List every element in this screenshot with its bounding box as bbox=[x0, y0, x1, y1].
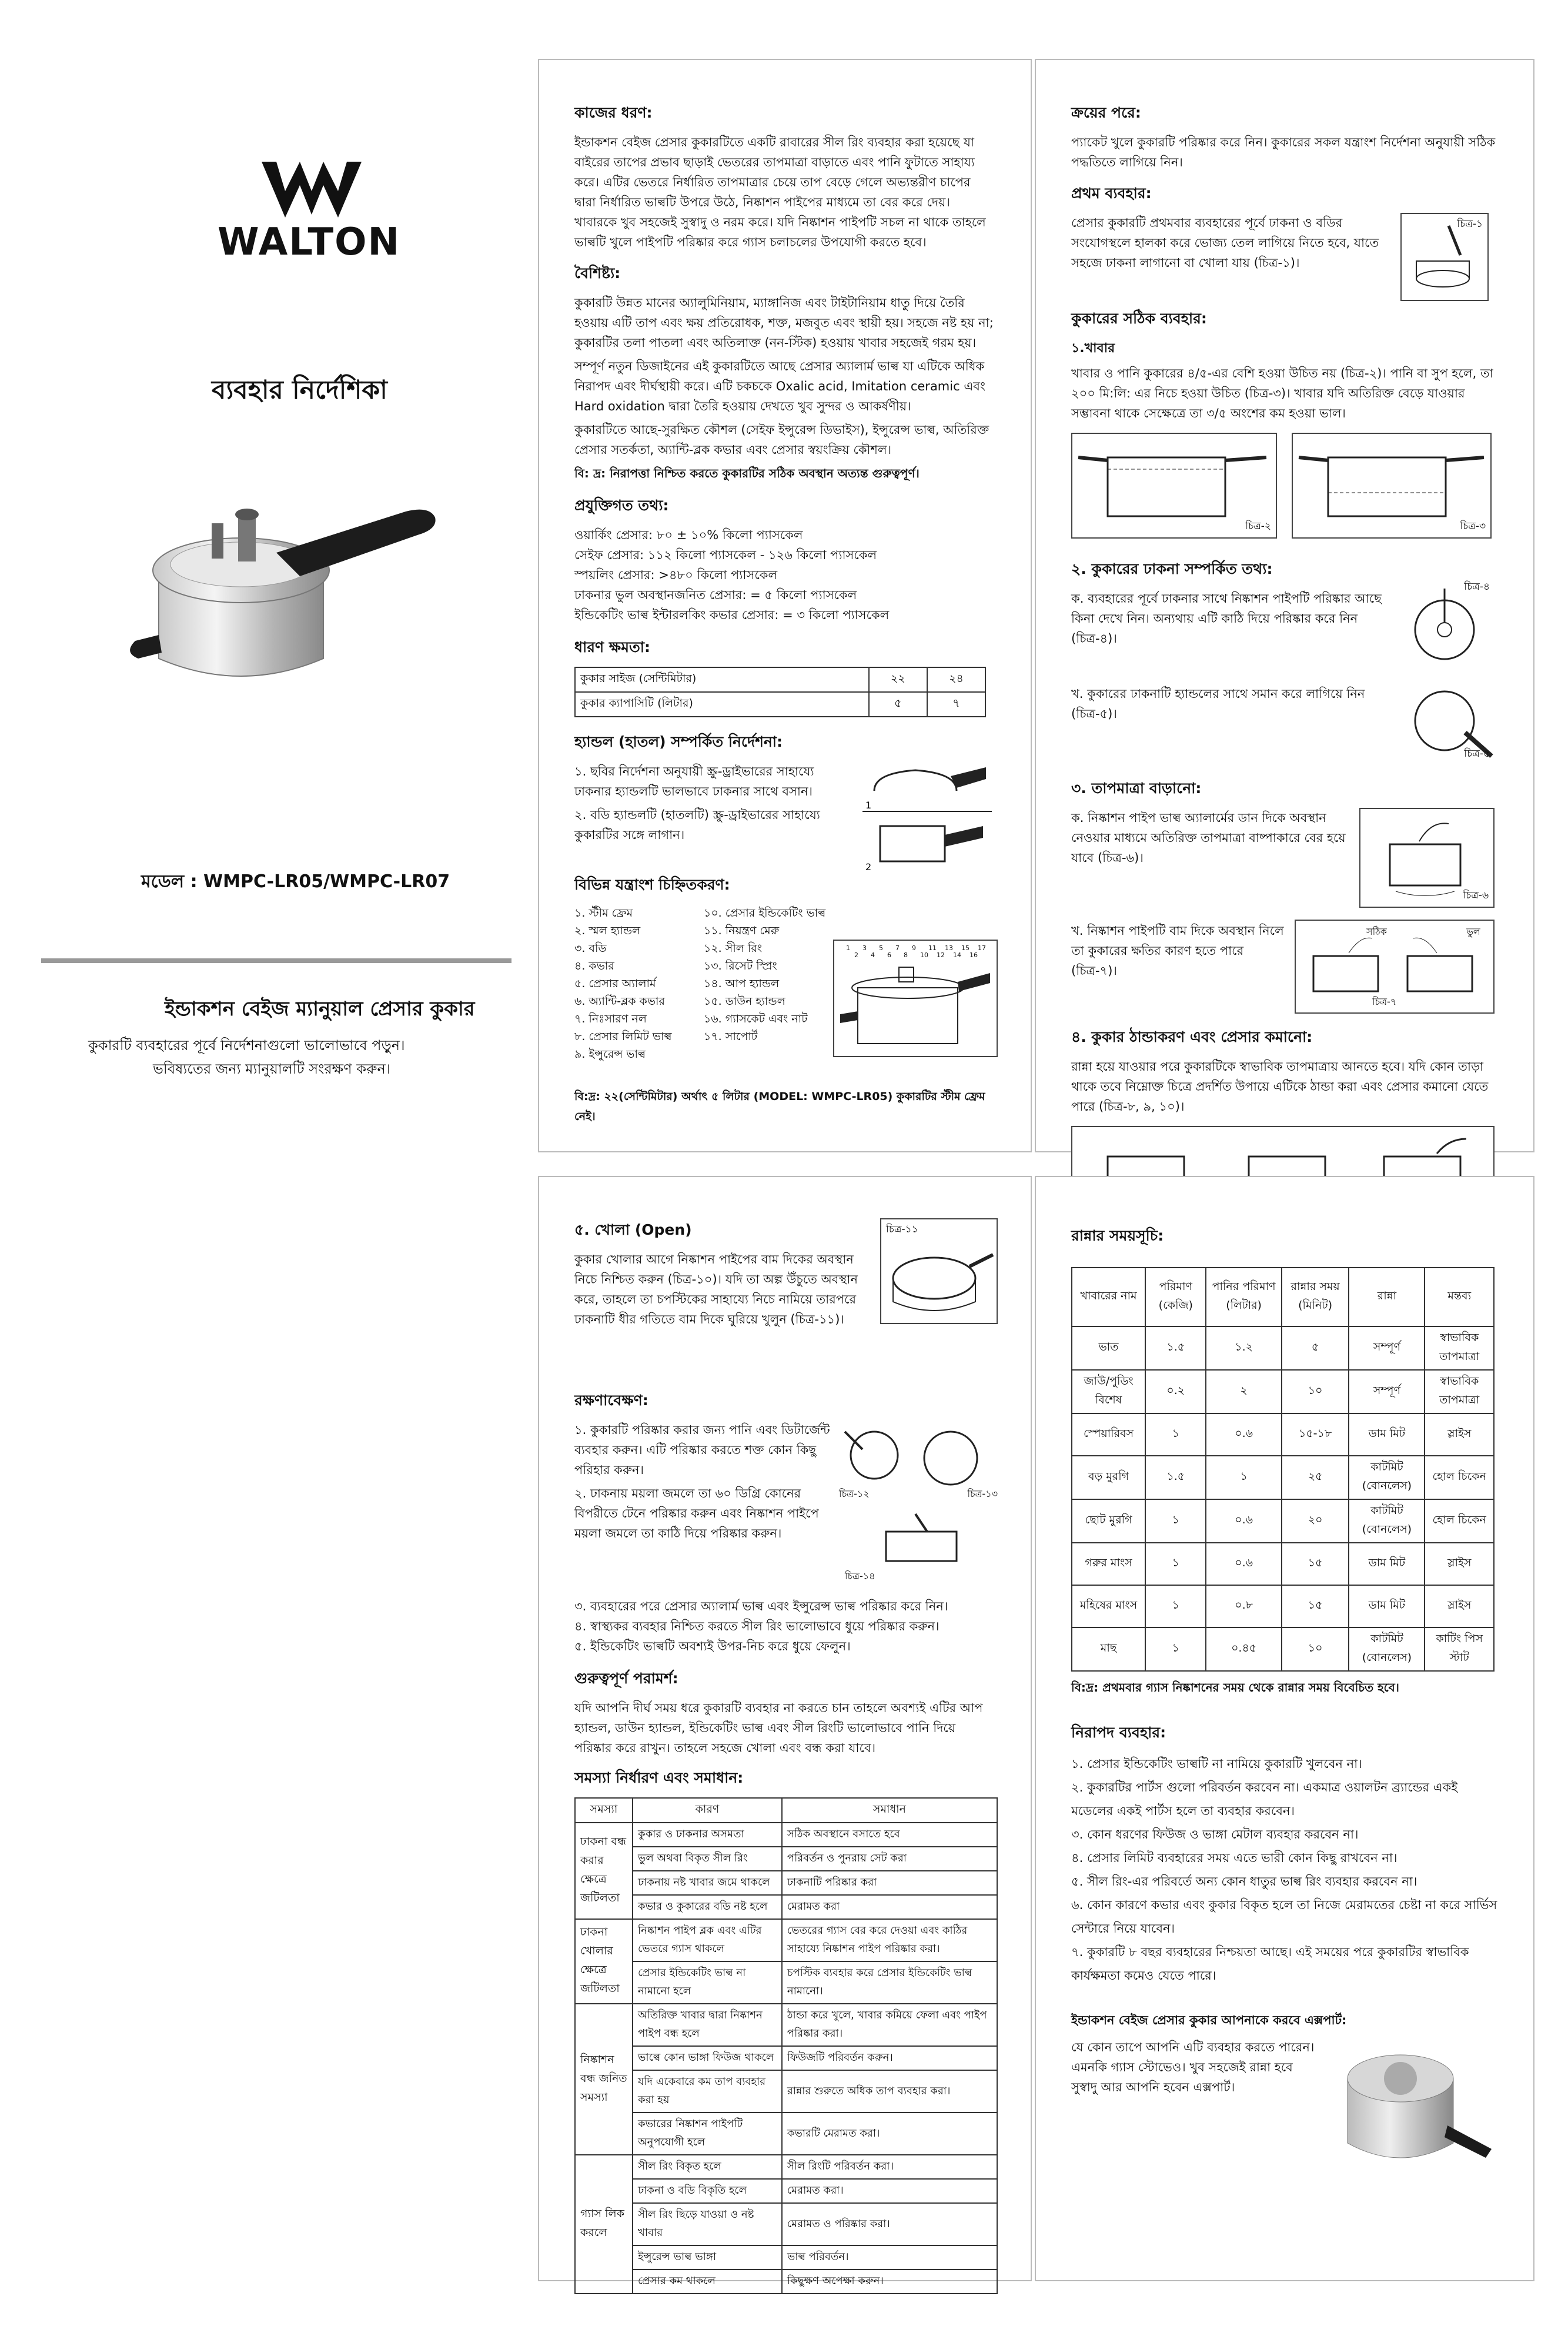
maintenance-item-2: ২. ঢাকনায় ময়লা জমলে তা ৬০ ডিগ্রি কোনের বিপরীতে টেনে পরিষ্কার করুন এবং নিষ্কাশন পাইপে ময়লা জমলে তা কাঠি দিয়ে পরিষ্কার করুন। bbox=[574, 1486, 819, 1540]
after-purchase-text: প্যাকেট খুলে কুকারটি পরিষ্কার করে নিন। কুকারের সকল যন্ত্রাংশ নির্দেশনা অনুযায়ী সঠিক পদ্ধতিতে লাগিয়ে নিন। bbox=[1071, 135, 1496, 169]
after-purchase-heading: ক্রয়ের পরে: bbox=[1071, 104, 1141, 121]
table-cell: ঢাকনায় নষ্ট খাবার জমে থাকলে bbox=[633, 1871, 782, 1895]
table-cell: মেরামত করা। bbox=[782, 2179, 997, 2203]
list-item: ১৩. রিসেট স্প্রিং bbox=[704, 960, 777, 972]
figure-label: চিত্র-৭ bbox=[1372, 996, 1397, 1007]
table-cell: ১ bbox=[1145, 1543, 1206, 1585]
table-row bbox=[575, 2113, 997, 2155]
important-text: যদি আপনি দীর্ঘ সময় ধরে কুকারটি ব্যবহার না করতে চান তাহলে অবশ্যই এটির আপ হ্যান্ডল, ডাউন হ্যান্ডল, ইন্ডিকেটিং ভাল্ব এবং সীল রিংটি ভালোভাবে পানি দিয়ে পরিষ্কার করে রাখুন। তাহলে সহজে খোলা এবং বন্ধ করা যাবে। bbox=[574, 1701, 983, 1755]
table-cell: ১.৫ bbox=[1145, 1456, 1206, 1499]
table-header: মন্তব্য bbox=[1425, 1268, 1494, 1326]
list-item: ২. স্মল হ্যান্ডল bbox=[574, 924, 641, 937]
maintenance-item-5: ৫. ইন্ডিকেটিং ভাল্বটি অবশ্যই উপর-নিচ করে ধুয়ে ফেলুন। bbox=[574, 1639, 851, 1653]
table-cell: গরুর মাংস bbox=[1072, 1543, 1145, 1585]
table-cell: ডাম মিট bbox=[1349, 1585, 1425, 1627]
cooking-time-heading: রান্নার সময়সূচি: bbox=[1071, 1227, 1164, 1244]
wrong-label: ভুল bbox=[1466, 926, 1480, 937]
table-row bbox=[575, 2179, 997, 2203]
table-cell: ১ bbox=[1145, 1627, 1206, 1671]
table-row bbox=[1072, 1456, 1494, 1499]
table-row bbox=[1072, 1543, 1494, 1585]
important-heading: গুরুত্বপূর্ণ পরামর্শ: bbox=[574, 1670, 678, 1687]
table-cell: মেরামত করা bbox=[782, 1895, 997, 1919]
table-row bbox=[1072, 1370, 1494, 1413]
table-cell: ১ bbox=[1206, 1456, 1281, 1499]
diagram-number: 10 bbox=[920, 951, 928, 959]
figure-7 bbox=[1295, 920, 1495, 1014]
tech-line: ইন্ডিকেটিং ভাল্ব ইন্টারলকিং কভার প্রেসার: = ৩ কিলো প্যাসকেল bbox=[574, 608, 890, 622]
table-row bbox=[575, 2070, 997, 2113]
table-cell: ডাম মিট bbox=[1349, 1413, 1425, 1456]
table-cell: জাউ/পুডিং বিশেষ bbox=[1072, 1370, 1145, 1413]
diagram-number: 9 bbox=[912, 944, 916, 952]
table-cell: মাছ bbox=[1072, 1627, 1145, 1671]
figure-3 bbox=[1292, 433, 1492, 539]
table-header: সমস্যা bbox=[575, 1798, 633, 1823]
table-cell: ০.৬ bbox=[1206, 1413, 1281, 1456]
table-cell: ছোট মুরগি bbox=[1072, 1499, 1145, 1543]
diagram-number: 15 bbox=[961, 944, 969, 952]
diagram-number: 3 bbox=[862, 944, 867, 952]
table-cell: ২ bbox=[1206, 1370, 1281, 1413]
table-cell: ১০ bbox=[1282, 1627, 1349, 1671]
table-row bbox=[575, 1823, 997, 1847]
table-cell: ভাল্বে কোন ভাঙ্গা ফিউজ থাকলে bbox=[633, 2046, 782, 2070]
table-header: কারণ bbox=[633, 1798, 782, 1823]
table-cell: সঠিক অবস্থানে বসাতে হবে bbox=[782, 1823, 997, 1847]
diagram-number: 8 bbox=[904, 951, 908, 959]
table-cell: চপস্টিক ব্যবহার করে প্রেসার ইন্ডিকেটিং ভাল্ব নামানো। bbox=[782, 1961, 997, 2004]
table-cell: সম্পূর্ণ bbox=[1349, 1370, 1425, 1413]
table-row bbox=[1072, 1326, 1494, 1370]
table-cell: স্বাভাবিক তাপমাত্রা bbox=[1425, 1326, 1494, 1370]
list-item: ৪. প্রেসার লিমিট ব্যবহারের সময় এতে ভারী কোন কিছু রাখবেন না। bbox=[1071, 1851, 1398, 1865]
temp-a-text: ক. নিষ্কাশন পাইপ ভাল্ব অ্যালার্মের ডান দিকে অবস্থান নেওয়ার মাধ্যমে অতিরিক্ত তাপমাত্রা বাষ্পাকারে বের হয়ে যাবে (চিত্র-৬)। bbox=[1071, 811, 1346, 865]
table-cell: হোল চিকেন bbox=[1425, 1456, 1494, 1499]
figure-label: চিত্র-২ bbox=[1245, 520, 1271, 532]
table-cell: ১ bbox=[1145, 1585, 1206, 1627]
list-item: ১৪. আপ হ্যান্ডল bbox=[704, 977, 780, 990]
table-cell: অতিরিক্ত খাবার দ্বারা নিষ্কাশন পাইপ বন্ধ হলে bbox=[633, 2004, 782, 2046]
figure-label: চিত্র-১ bbox=[1457, 218, 1483, 230]
table-cell: ০.৬ bbox=[1206, 1499, 1281, 1543]
food-heading: ১.খাবার bbox=[1071, 341, 1115, 356]
temp-heading: ৩. তাপমাত্রা বাড়ানো: bbox=[1071, 780, 1202, 797]
figure-label: চিত্র-৪ bbox=[1464, 581, 1490, 593]
table-cell: স্লাইস bbox=[1425, 1585, 1494, 1627]
figure-11 bbox=[880, 1218, 998, 1324]
lid-heading: ২. কুকারের ঢাকনা সম্পর্কিত তথ্য: bbox=[1071, 560, 1273, 577]
table-row bbox=[1072, 1268, 1494, 1326]
cooking-time-table bbox=[1071, 1267, 1495, 1672]
handle-diagram bbox=[862, 756, 992, 873]
list-item: ৬. অ্যান্টি-ব্লক কভার bbox=[574, 995, 665, 1008]
table-cell: কিছুক্ষণ অপেক্ষা করুন। bbox=[782, 2270, 997, 2294]
table-cell: কভারের নিষ্কাশন পাইপটি অনুপযোগী হলে bbox=[633, 2113, 782, 2155]
panel-top-right bbox=[1035, 59, 1534, 1152]
table-cell: ১০ bbox=[1282, 1370, 1349, 1413]
tech-line: ওয়ার্কিং প্রেসার: ৮০ ± ১০% কিলো প্যাসকেল bbox=[574, 528, 803, 542]
diagram-number: 2 bbox=[854, 951, 858, 959]
expert-heading: ইন্ডাকশন বেইজ প্রেসার কুকার আপনাকে করবে এক্সপার্ট: bbox=[1071, 2013, 1347, 2027]
table-cell: কাটমিট (বোনলেস) bbox=[1349, 1456, 1425, 1499]
table-cell: ৫ bbox=[869, 692, 927, 717]
manual-title: ব্যবহার নির্দেশিকা bbox=[212, 375, 387, 405]
table-header: সমাধান bbox=[782, 1798, 997, 1823]
table-row bbox=[575, 1961, 997, 2004]
parts-heading: বিভিন্ন যন্ত্রাংশ চিহ্নিতকরণ: bbox=[574, 876, 730, 893]
table-cell: সম্পূর্ণ bbox=[1349, 1326, 1425, 1370]
cooking-time-note: বি:দ্র: প্রথমবার গ্যাস নিষ্কাশনের সময় থেকে রান্নার সময় বিবেচিত হবে। bbox=[1071, 1680, 1399, 1694]
panel-bottom-middle bbox=[538, 1176, 1032, 2287]
table-cell: স্বাভাবিক তাপমাত্রা bbox=[1425, 1370, 1494, 1413]
table-row bbox=[575, 2245, 997, 2270]
diagram-number: 6 bbox=[887, 951, 891, 959]
cool-text: রান্না হয়ে যাওয়ার পরে কুকারটিকে স্বাভাবিক তাপমাত্রায় আনতে হবে। যদি কোন তাড়া থাকে তবে নিম্নোক্ত চিত্রে প্রদর্শিত উপায়ে এটিকে ঠান্ডা করা এবং প্রেসার কমানো যেতে পারে (চিত্র-৮, ৯, ১০)। bbox=[1071, 1059, 1489, 1114]
table-cell: মেরামত ও পরিষ্কার করা। bbox=[782, 2203, 997, 2245]
diagram-number: 7 bbox=[895, 944, 900, 952]
table-cell: ০.২ bbox=[1145, 1370, 1206, 1413]
maintenance-heading: রক্ষণাবেক্ষণ: bbox=[574, 1392, 648, 1409]
open-text: কুকার খোলার আগে নিষ্কাশন পাইপের বাম দিকের অবস্থান নিচে নিশ্চিত করুন (চিত্র-১০)। যদি তা অল্প উঁচুতে অবস্থান করে, তাহলে তা চপস্টিকের সাহায্যে নিচে নামিয়ে তারপরে ঢাকনাটি ধীর গতিতে বাম দিকে ঘুরিয়ে খুলুন (চিত্র-১১)। bbox=[574, 1252, 858, 1326]
figure-5 bbox=[1406, 677, 1495, 765]
table-cell: সীল রিং ছিড়ে যাওয়া ও নষ্ট খাবার bbox=[633, 2203, 782, 2245]
working-text: ইন্ডাকশন বেইজ প্রেসার কুকারটিতে একটি রাবারের সীল রিং ব্যবহার করা হয়েছে যা বাইরের তাপের প্রভাব ছাড়াই ভেতরের তাপমাত্রা বাড়াতে এবং পানি ফুটাতে সাহায্য করে। এটির ভেতরে নির্ধারিত তাপমাত্রার চেয়ে তাপ বেড়ে গেলে অভ্যন্তরীণ চাপের দ্বারা নির্ধারিত ভাল্বটি উপরে উঠে, নিষ্কাশন পাইপের মাধ্যমে তা বের করে দেয়। খাবারকে খুব সহজেই সুস্বাদু ও নরম করে। যদি নিষ্কাশন পাইপটি সচল না থাকে তাহলে ভাল্বটি খুলে পাইপটি পরিষ্কার করে গ্যাস চলাচলের উপযোগী করতে হবে। bbox=[574, 135, 986, 249]
figure-6 bbox=[1359, 808, 1495, 908]
table-header: রান্না bbox=[1349, 1268, 1425, 1326]
list-item: ১১. নিয়ন্ত্রণ মেরু bbox=[704, 924, 780, 937]
figure-label: চিত্র-১১ bbox=[886, 1224, 918, 1235]
list-item: ১. স্টীম ফ্রেম bbox=[574, 907, 633, 920]
list-item: ২. কুকারটির পার্টস গুলো পরিবর্তন করবেন না। একমাত্র ওয়ালটন ব্র্যান্ডের একই মডেলের একই পার্টস হলে তা ব্যবহার করবেন। bbox=[1071, 1780, 1458, 1818]
instruction-line-2: ভবিষ্যতের জন্য ম্যানুয়ালটি সংরক্ষণ করুন। bbox=[153, 1061, 391, 1077]
table-row bbox=[575, 1919, 997, 1961]
table-cell: নিষ্কাশন পাইপ ব্লক এবং এটির ভেতরে গ্যাস থাকলে bbox=[633, 1919, 782, 1961]
table-row bbox=[575, 1798, 997, 1823]
troubleshoot-heading: সমস্যা নির্ধারণ এবং সমাধান: bbox=[574, 1769, 744, 1786]
table-cell: ঢাকনা খোলার ক্ষেত্রে জটিলতা bbox=[575, 1919, 633, 2004]
table-cell: কুকার সাইজ (সেন্টিমিটার) bbox=[575, 667, 869, 692]
table-cell: ১৫ bbox=[1282, 1543, 1349, 1585]
diagram-number: 14 bbox=[953, 951, 961, 959]
parts-diagram bbox=[833, 940, 998, 1057]
table-row bbox=[1072, 1585, 1494, 1627]
temp-b-text: খ. নিষ্কাশন পাইপটি বাম দিকে অবস্থান নিলে তা কুকারের ক্ষতির কারণ হতে পারে (চিত্র-৭)। bbox=[1071, 924, 1284, 978]
figure-label: চিত্র-১৩ bbox=[967, 1488, 998, 1499]
handle-figure-label-1: 1 bbox=[865, 800, 872, 811]
table-cell: ডাম মিট bbox=[1349, 1543, 1425, 1585]
instruction-line-1: কুকারটি ব্যবহারের পূর্বে নির্দেশনাগুলো ভালোভাবে পড়ুন। bbox=[88, 1037, 405, 1054]
figure-2 bbox=[1071, 433, 1277, 539]
list-item: ১৭. সাপোর্ট bbox=[704, 1030, 758, 1043]
diagram-number: 5 bbox=[879, 944, 883, 952]
table-cell: সীল রিংটি পরিবর্তন করা। bbox=[782, 2155, 997, 2179]
working-heading: কাজের ধরণ: bbox=[574, 104, 653, 121]
table-row bbox=[575, 2004, 997, 2046]
figure-14 bbox=[845, 1508, 974, 1585]
table-cell: পরিবর্তন ও পুনরায় সেট করা bbox=[782, 1847, 997, 1871]
maintenance-item-1: ১. কুকারটি পরিষ্কার করার জন্য পানি এবং ডিটার্জেন্ট ব্যবহার করুন। এটি পরিষ্কার করতে শক্ত কোন কিছু পরিহার করুন। bbox=[574, 1423, 830, 1477]
table-cell: স্লাইস bbox=[1425, 1413, 1494, 1456]
table-cell: গ্যাস লিক করলে bbox=[575, 2155, 633, 2294]
table-row bbox=[1072, 1627, 1494, 1671]
table-cell: প্রেসার ইন্ডিকেটিং ভাল্ব না নামানো হলে bbox=[633, 1961, 782, 2004]
table-cell: ঠান্ডা করে খুলে, খাবার কমিয়ে ফেলা এবং পাইপ পরিষ্কার করা। bbox=[782, 2004, 997, 2046]
diagram-number: 11 bbox=[928, 944, 937, 952]
diagram-number: 13 bbox=[945, 944, 953, 952]
table-cell: কাটিং পিস স্টাট bbox=[1425, 1627, 1494, 1671]
diagram-number: 4 bbox=[871, 951, 875, 959]
table-cell: ঢাকনা ও বডি বিকৃতি হলে bbox=[633, 2179, 782, 2203]
handle-heading: হ্যান্ডল (হাতল) সম্পর্কিত নির্দেশনা: bbox=[574, 733, 783, 750]
figure-label: চিত্র-৬ bbox=[1463, 890, 1489, 901]
table-cell: ভুল অথবা বিকৃত সীল রিং bbox=[633, 1847, 782, 1871]
table-row bbox=[575, 2046, 997, 2070]
tech-heading: প্রযুক্তিগত তথ্য: bbox=[574, 497, 669, 514]
list-item: ৪. কভার bbox=[574, 960, 614, 972]
table-header: পরিমাণ (কেজি) bbox=[1145, 1268, 1206, 1326]
table-cell: নিষ্কাশন বন্ধ জনিত সমস্যা bbox=[575, 2004, 633, 2155]
table-cell: ২৪ bbox=[927, 667, 985, 692]
cool-heading: ৪. কুকার ঠান্ডাকরণ এবং প্রেসার কমানো: bbox=[1071, 1028, 1313, 1045]
lid-a-text: ক. ব্যবহারের পূর্বে ঢাকনার সাথে নিষ্কাশন পাইপটি পরিষ্কার আছে কিনা দেখে নিন। অন্যথায় এটি কাঠি দিয়ে পরিষ্কার করে নিন (চিত্র-৪)। bbox=[1071, 591, 1382, 646]
table-cell: ০.৪৫ bbox=[1206, 1627, 1281, 1671]
table-cell: রান্নার শুরুতে অধিক তাপ ব্যবহার করা। bbox=[782, 2070, 997, 2113]
capacity-heading: ধারণ ক্ষমতা: bbox=[574, 639, 650, 656]
tech-line: স্পয়লিং প্রেসার: >৪৮০ কিলো প্যাসকেল bbox=[574, 568, 778, 582]
parts-list-left bbox=[574, 904, 672, 1063]
table-row bbox=[575, 1847, 997, 1871]
table-cell: ঢাকনাটি পরিষ্কার করা bbox=[782, 1871, 997, 1895]
features-p1: কুকারটি উন্নত মানের অ্যালুমিনিয়াম, ম্যাঙ্গানিজ এবং টাইটানিয়াম ধাতু দিয়ে তৈরি হওয়ায় এটি তাপ এবং ক্ষয় প্রতিরোধক, শক্ত, মজবুত এবং স্থায়ী হয়। সহজে নষ্ট হয় না; কুকারটির তলা পাতলা এবং অতিলাক্ত (নন-স্টিক) হওয়ায় খাবার সহজেই গরম হয়। bbox=[574, 296, 994, 350]
table-cell: প্রেসার কম থাকলে bbox=[633, 2270, 782, 2294]
figure-4 bbox=[1406, 577, 1495, 665]
table-cell: কভার ও কুকারের বডি নষ্ট হলে bbox=[633, 1895, 782, 1919]
list-item: ১০. প্রেসার ইন্ডিকেটিং ভাল্ব bbox=[704, 907, 826, 920]
expert-text: যে কোন তাপে আপনি এটি ব্যবহার করতে পারেন। এমনকি গ্যাস স্টোভেও। খুব সহজেই রান্না হবে সুস্বাদু আর আপনি হবেন এক্সপার্ট। bbox=[1071, 2040, 1315, 2094]
figure-12-13 bbox=[839, 1420, 998, 1502]
table-cell: কুকার ও ঢাকনার অসমতা bbox=[633, 1823, 782, 1847]
tech-line: ঢাকনার ভুল অবস্থানজনিত প্রেসার: = ৫ কিলো প্যাসকেল bbox=[574, 588, 857, 602]
safe-use-list bbox=[1071, 1752, 1498, 1987]
features-p2: সম্পূর্ণ নতুন ডিজাইনের এই কুকারটিতে আছে প্রেসার অ্যালার্ম ভাল্ব যা এটিকে অধিক নিরাপদ এবং দীর্ঘস্থায়ী করে। এটি চকচকে Oxalic acid, Imitation ceramic এবং Hard oxidation দ্বারা তৈরি হওয়ায় দেখতে খুব সুন্দর ও আকর্ষণীয়। bbox=[574, 359, 986, 413]
lid-b-text: খ. কুকারের ঢাকনাটি হ্যান্ডলের সাথে সমান করে লাগিয়ে নিন (চিত্র-৫)। bbox=[1071, 687, 1365, 721]
first-use-heading: প্রথম ব্যবহার: bbox=[1071, 185, 1152, 202]
table-cell: ০.৬ bbox=[1206, 1543, 1281, 1585]
diagram-number: 16 bbox=[969, 951, 978, 959]
list-item: ৩. কোন ধরণের ফিউজ ও ভাঙ্গা মেটাল ব্যবহার করবেন না। bbox=[1071, 1827, 1359, 1841]
list-item: ৫. প্রেসার অ্যালার্ম bbox=[574, 977, 656, 990]
walton-logo-icon bbox=[259, 159, 365, 223]
handle-figure-label-2: 2 bbox=[865, 861, 872, 873]
table-cell: ১৫-১৮ bbox=[1282, 1413, 1349, 1456]
tech-line: সেইফ প্রেসার: ১১২ কিলো প্যাসকেল - ১২৬ কিলো প্যাসকেল bbox=[574, 548, 877, 562]
features-heading: বৈশিষ্ট্য: bbox=[574, 265, 621, 282]
table-cell: ঢাকনা বন্ধ করার ক্ষেত্রে জটিলতা bbox=[575, 1823, 633, 1919]
table-cell: ভাত bbox=[1072, 1326, 1145, 1370]
table-cell: ০.৮ bbox=[1206, 1585, 1281, 1627]
brand-name: WALTON bbox=[218, 220, 401, 264]
table-cell: ৭ bbox=[927, 692, 985, 717]
list-item: ১৫. ডাউন হ্যান্ডল bbox=[704, 995, 785, 1008]
list-item: ১. প্রেসার ইন্ডিকেটিং ভাল্বটি না নামিয়ে কুকারটি খুলবেন না। bbox=[1071, 1757, 1362, 1771]
table-row bbox=[1072, 1499, 1494, 1543]
table-row bbox=[575, 667, 985, 692]
table-cell: কভারটি মেরামত করা। bbox=[782, 2113, 997, 2155]
table-cell: ২২ bbox=[869, 667, 927, 692]
figure-label: চিত্র-৩ bbox=[1460, 520, 1486, 532]
parts-note: বি:দ্র: ২২(সেন্টিমিটার) অর্থাৎ ৫ লিটার (MODEL: WMPC-LR05) কুকারটির স্টীম ফ্রেম নেই। bbox=[574, 1090, 985, 1123]
troubleshoot-table bbox=[574, 1797, 998, 2294]
table-cell: ফিউজটি পরিবর্তন করুন। bbox=[782, 2046, 997, 2070]
cover-divider bbox=[41, 958, 511, 963]
open-heading: ৫. খোলা (Open) bbox=[574, 1221, 692, 1238]
table-cell: ভাল্ব পরিবর্তন। bbox=[782, 2245, 997, 2270]
table-cell: ৫ bbox=[1282, 1326, 1349, 1370]
cooker-photo bbox=[1330, 2031, 1495, 2178]
table-cell: যদি একেবারে কম তাপ ব্যবহার করা হয় bbox=[633, 2070, 782, 2113]
figure-1 bbox=[1400, 213, 1489, 301]
features-note: বি: দ্র: নিরাপত্তা নিশ্চিত করতে কুকারটির সঠিক অবস্থান অত্যন্ত গুরুত্বপূর্ণ। bbox=[574, 466, 920, 480]
diagram-number: 1 bbox=[846, 944, 850, 952]
table-cell: ২৫ bbox=[1282, 1456, 1349, 1499]
table-header: খাবারের নাম bbox=[1072, 1268, 1145, 1326]
panel-bottom-right bbox=[1035, 1176, 1534, 2281]
table-cell: ১ bbox=[1145, 1499, 1206, 1543]
list-item: ৫. সীল রিং-এর পরিবর্তে অন্য কোন ধাতুর ভাল্ব রিং ব্যবহার করবেন না। bbox=[1071, 1874, 1417, 1889]
model-number: মডেল : WMPC-LR05/WMPC-LR07 bbox=[141, 871, 450, 892]
handle-item-2: ২. বডি হ্যান্ডলটি (হাতলটি) স্ক্রু-ড্রাইভারের সাহায্যে কুকারটির সঙ্গে লাগান। bbox=[574, 808, 820, 842]
handle-item-1: ১. ছবির নির্দেশনা অনুযায়ী স্ক্রু-ড্রাইভারের সাহায্যে ঢাকনার হ্যান্ডলটি ভালভাবে ঢাকনার সাথে বসান। bbox=[574, 764, 814, 798]
table-row bbox=[575, 2270, 997, 2294]
table-cell: হোল চিকেন bbox=[1425, 1499, 1494, 1543]
table-cell: ১.৫ bbox=[1145, 1326, 1206, 1370]
maintenance-item-4: ৪. স্বাস্থ্যকর ব্যবহার নিশ্চিত করতে সীল রিং ভালোভাবে ধুয়ে পরিষ্কার করুন। bbox=[574, 1619, 940, 1633]
table-cell: ২০ bbox=[1282, 1499, 1349, 1543]
pressure-cooker-image bbox=[123, 459, 453, 706]
table-row bbox=[575, 692, 985, 717]
maintenance-item-3: ৩. ব্যবহারের পরে প্রেসার অ্যালার্ম ভাল্ব এবং ইন্সুরেন্স ভাল্ব পরিষ্কার করে নিন। bbox=[574, 1599, 948, 1613]
table-row bbox=[1072, 1413, 1494, 1456]
figure-label: চিত্র-১২ bbox=[839, 1488, 870, 1499]
table-cell: বড় মুরগি bbox=[1072, 1456, 1145, 1499]
capacity-table bbox=[574, 667, 986, 717]
panel-top-middle bbox=[538, 59, 1032, 1152]
table-header: পানির পরিমাণ (লিটার) bbox=[1206, 1268, 1281, 1326]
table-cell: ১৫ bbox=[1282, 1585, 1349, 1627]
table-cell: সীল রিং বিকৃত হলে bbox=[633, 2155, 782, 2179]
table-row bbox=[575, 2155, 997, 2179]
list-item: ৮. প্রেসার লিমিট ভাল্ব bbox=[574, 1030, 672, 1043]
list-item: ৩. বডি bbox=[574, 942, 607, 955]
table-header: রান্নার সময় (মিনিট) bbox=[1282, 1268, 1349, 1326]
features-p3: কুকারটিতে আছে-সুরক্ষিত কৌশল (সেইফ ইন্সুরেন্স ডিভাইস), ইন্সুরেন্স ভাল্ব, অতিরিক্ত প্রেসার সতর্কতা, অ্যান্টি-ব্লক কভার এবং প্রেসার স্বয়ংক্রিয় কৌশল। bbox=[574, 423, 989, 457]
table-cell: কাটমিট (বোনলেস) bbox=[1349, 1499, 1425, 1543]
table-cell: ভেতরের গ্যাস বের করে দেওয়া এবং কাঠির সাহায্যে নিষ্কাশন পাইপ পরিষ্কার করা। bbox=[782, 1919, 997, 1961]
list-item: ১৬. গ্যাসকেট এবং নাট bbox=[704, 1012, 808, 1025]
parts-list-right bbox=[704, 904, 825, 1045]
figure-label: চিত্র-৫ bbox=[1464, 748, 1490, 760]
correct-label: সঠিক bbox=[1366, 926, 1387, 937]
list-item: ১২. সীল রিং bbox=[704, 942, 763, 955]
cover bbox=[35, 118, 517, 1105]
table-row bbox=[575, 1895, 997, 1919]
table-cell: স্লাইস bbox=[1425, 1543, 1494, 1585]
product-title: ইন্ডাকশন বেইজ ম্যানুয়াল প্রেসার কুকার bbox=[165, 997, 475, 1021]
table-cell: কাটমিট (বোনলেস) bbox=[1349, 1627, 1425, 1671]
correct-use-heading: কুকারের সঠিক ব্যবহার: bbox=[1071, 310, 1207, 327]
table-cell: স্পেয়ারিবস bbox=[1072, 1413, 1145, 1456]
diagram-number: 17 bbox=[978, 944, 986, 952]
table-row bbox=[575, 2203, 997, 2245]
table-row bbox=[575, 1871, 997, 1895]
table-cell: ১.২ bbox=[1206, 1326, 1281, 1370]
first-use-text: প্রেসার কুকারটি প্রথমবার ব্যবহারের পূর্বে ঢাকনা ও বডির সংযোগস্থলে হালকা করে ভোজ্য তেল লাগিয়ে নিতে হবে, যাতে সহজে ঢাকনা লাগানো বা খোলা যায় (চিত্র-১)। bbox=[1071, 216, 1379, 270]
list-item: ৭. নিঃসারণ নল bbox=[574, 1012, 647, 1025]
list-item: ৬. কোন কারণে কভার এবং কুকার বিকৃত হলে তা নিজে মেরামতের চেষ্টা না করে সার্ভিস সেন্টারে নিয়ে যাবেন। bbox=[1071, 1898, 1497, 1936]
diagram-number: 12 bbox=[937, 951, 945, 959]
table-cell: মহিষের মাংস bbox=[1072, 1585, 1145, 1627]
table-cell: কুকার ক্যাপাসিটি (লিটার) bbox=[575, 692, 869, 717]
figure-label: চিত্র-১৪ bbox=[845, 1570, 875, 1582]
safe-use-heading: নিরাপদ ব্যবহার: bbox=[1071, 1724, 1166, 1741]
table-cell: ১ bbox=[1145, 1413, 1206, 1456]
table-cell: ইন্সুরেন্স ভাল্ব ভাঙ্গা bbox=[633, 2245, 782, 2270]
list-item: ৯. ইন্সুরেন্স ভাল্ব bbox=[574, 1048, 646, 1061]
list-item: ৭. কুকারটি ৮ বছর ব্যবহারের নিশ্চয়তা আছে। এই সময়ের পরে কুকারটির স্বাভাবিক কার্যক্ষমতা কমেও যেতে পারে। bbox=[1071, 1945, 1469, 1983]
food-text: খাবার ও পানি কুকারের ৪/৫-এর বেশি হওয়া উচিত নয় (চিত্র-২)। পানি বা সুপ হলে, তা ২০০ মি:লি: এর নিচে হওয়া উচিত (চিত্র-৩)। খাবার যদি অতিরিক্ত বেড়ে যাওয়ার সম্ভাবনা থাকে সেক্ষেত্রে তা ৩/৫ অংশের কম হওয়া ভাল। bbox=[1071, 366, 1493, 420]
